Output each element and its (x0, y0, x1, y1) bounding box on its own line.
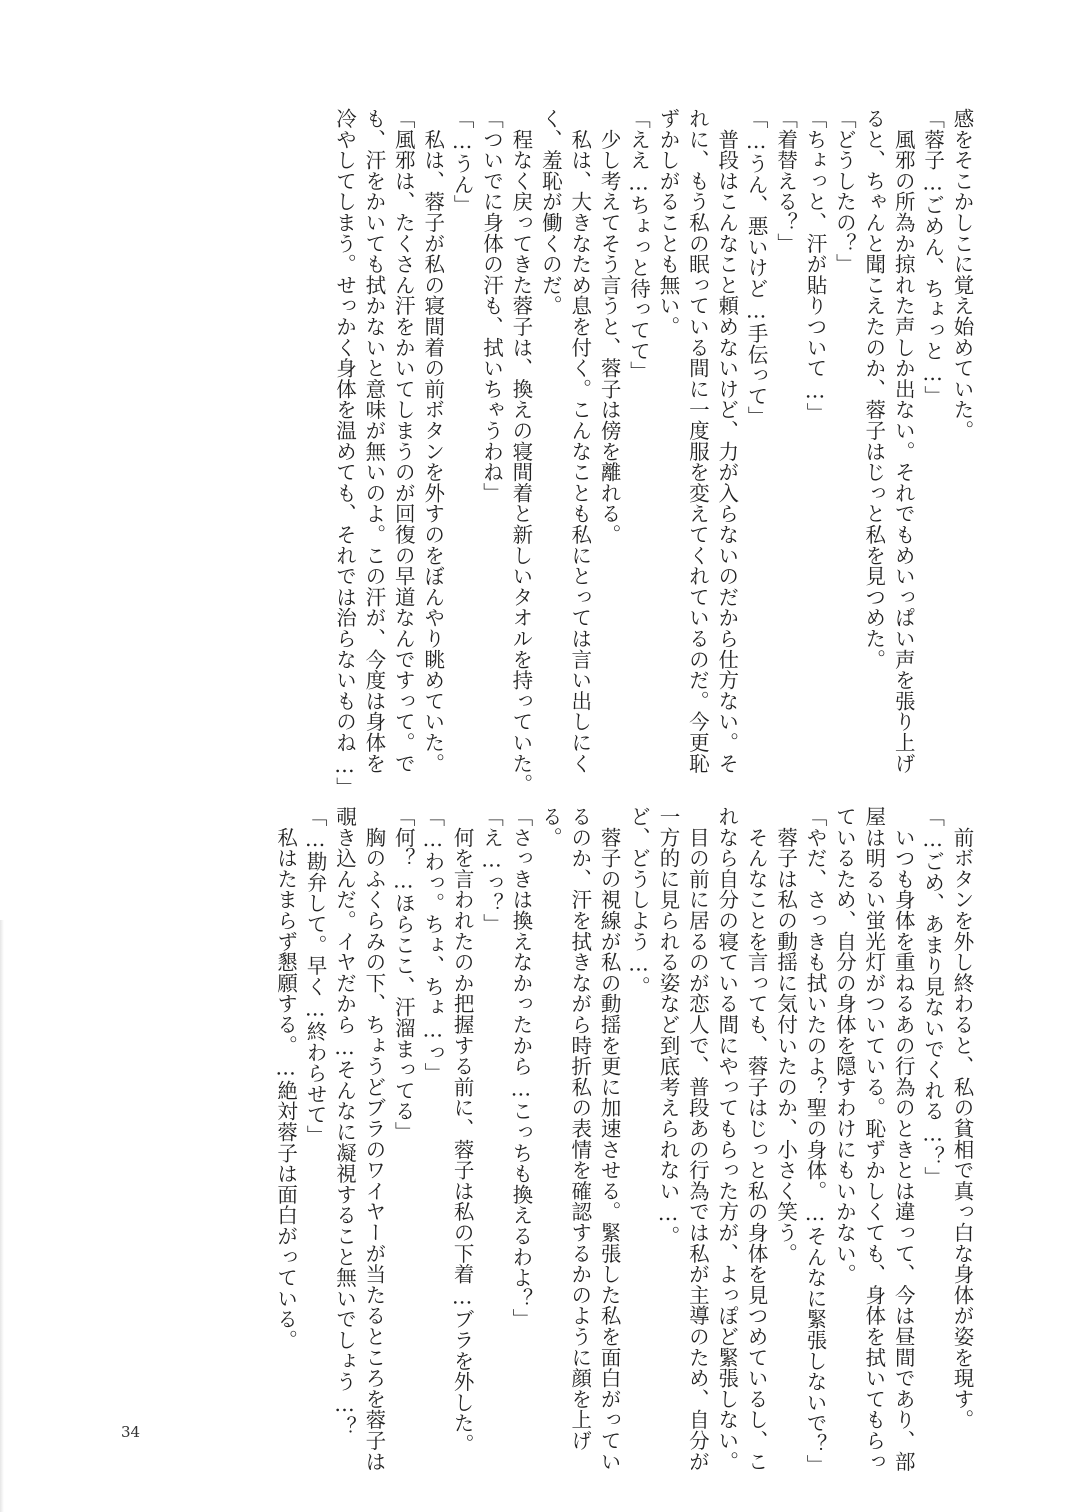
text-line: 何を言われたのか把握する前に、蓉子は私の下着…ブラを外した。 (450, 806, 475, 1455)
text-line: 風邪の所為か掠れた声しか出ない。それでもめいっぱい声を張り上げ (891, 108, 916, 774)
text-line: 「…ごめ、あまり見ないでくれる…？」 (920, 806, 945, 1188)
text-line: 「ちょっと、汗が貼りついて…」 (802, 108, 827, 424)
text-line: ずかしがることも無い。 (655, 108, 680, 337)
text-line: るのか、汗を拭きながら時折私の表情を確認するかのように顔を上げ (567, 806, 592, 1451)
text-line: 前ボタンを外し終わると、私の貧相で真っ白な身体が姿を現す。 (950, 806, 974, 1430)
text-line: 蓉子は私の動揺に気付いたのか、小さく笑う。 (773, 806, 798, 1264)
text-line: 覗き込んだ。イヤだから…そんなに凝視すること無いでしょう…？ (332, 806, 357, 1437)
text-line: いつも身体を重ねるあの行為のときとは違って、今は昼間であり、部 (891, 806, 916, 1472)
text-line: 一方的に見られる姿など到底考えられない…。 (655, 806, 680, 1247)
text-line: 「蓉子…ごめん、ちょっと…」 (920, 108, 945, 407)
scan-edge-shadow (0, 920, 4, 1512)
text-line: も、汗をかいても拭かないと意味が無いのよ。この汗が、今度は身体を (361, 108, 386, 774)
text-line: 胸のふくらみの下、ちょうどブラのワイヤーが当たるところを蓉子は (361, 806, 386, 1472)
text-line: 程なく戻ってきた蓉子は、換えの寝間着と新しいタオルを持っていた。 (508, 108, 533, 795)
text-line: 屋は明るい蛍光灯がついている。恥ずかしくても、身体を拭いてもらっ (861, 806, 886, 1472)
page-number: 34 (121, 1423, 141, 1441)
text-line: 「着替える？」 (773, 108, 798, 254)
text-line: 普段はこんなこと頼めないけど、力が入らないのだから仕方ない。そ (714, 108, 739, 774)
text-line: る。 (538, 806, 563, 848)
text-line: 私は、大きなため息を付く。こんなことも私にとっては言い出しにく (567, 108, 592, 774)
text-line: 「風邪は、たくさん汗をかいてしまうのが回復の早道なんですって。で (391, 108, 416, 774)
text-line: く、羞恥が働くのだ。 (538, 108, 563, 316)
text-line: 「…勘弁して。早く…終わらせて」 (303, 806, 328, 1146)
text-line: 冷やしてしまう。せっかく身体を温めても、それでは治らないものね…」 (332, 108, 357, 798)
text-line: 「どうしたの？」 (832, 108, 857, 275)
text-line: ると、ちゃんと聞こえたのか、蓉子はじっと私を見つめた。 (861, 108, 886, 670)
text-line: 「…うん」 (450, 108, 475, 216)
text-line: そんなことを言っても、蓉子はじっと私の身体を見つめているし、こ (744, 806, 769, 1472)
text-line: 「やだ、さっきも拭いたのよ？聖の身体。…そんなに緊張しないで？」 (802, 806, 827, 1476)
text-block-top (116, 108, 976, 798)
text-line: 感をそこかしこに覚え始めていた。 (950, 108, 974, 441)
text-line: 私は、蓉子が私の寝間着の前ボタンを外すのをぼんやり眺めていた。 (420, 108, 445, 774)
text-line: 「え…っ？」 (479, 806, 504, 935)
text-line: 「…わっ。ちょ、ちょ…っ」 (420, 806, 445, 1084)
text-line: 目の前に居るのが恋人で、普段あの行為では私が主導のため、自分が (685, 806, 710, 1472)
text-line: ど、どうしよう…。 (626, 806, 651, 997)
text-line: 私はたまらず懇願する。…絶対蓉子は面白がっている。 (273, 806, 298, 1351)
text-line: 「何？…ほらここ、汗溜まってる」 (391, 806, 416, 1143)
text-line: ているため、自分の身体を隠すわけにもいかない。 (832, 806, 857, 1285)
text-line: 「ついでに身体の汗も、拭いちゃうわね」 (479, 108, 504, 504)
text-line: 少し考えてそう言うと、蓉子は傍を離れる。 (597, 108, 622, 545)
text-line: 「…うん、悪いけど…手伝って」 (744, 108, 769, 427)
text-line: 「ええ…ちょっと待ってて」 (626, 108, 651, 382)
text-line: れに、もう私の眠っている間に一度服を変えてくれているのだ。今更恥 (685, 108, 710, 774)
text-line: れなら自分の寝ている間にやってもらった方が、よっぽど緊張しない。 (714, 806, 739, 1472)
text-line: 「さっきは換えなかったから…こっちも換えるわよ？」 (508, 806, 533, 1330)
text-line: 蓉子の視線が私の動揺を更に加速させる。緊張した私を面白がってい (597, 806, 622, 1472)
